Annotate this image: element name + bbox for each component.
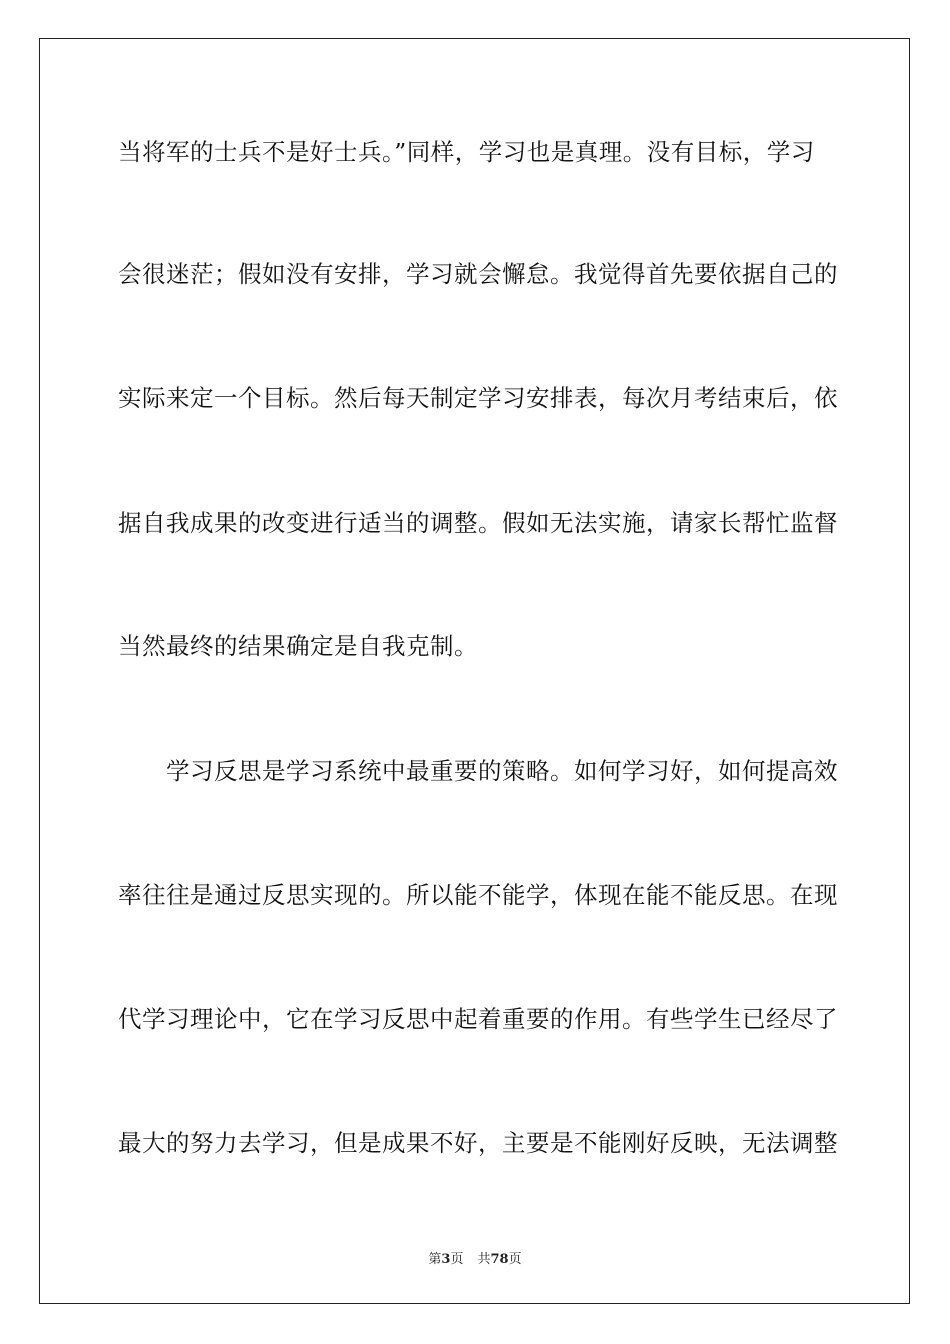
text-line-1: 当将军的士兵不是好士兵。”同样，学习也是真理。没有目标，学习	[118, 138, 815, 166]
total-suffix: 页	[508, 1252, 522, 1267]
page-footer	[0, 1248, 950, 1267]
text-line-6: 学习反思是学习系统中最重要的策略。如何学习好，如何提高效	[118, 757, 838, 785]
text-line-2: 会很迷茫；假如没有安排，学习就会懈怠。我觉得首先要依据自己的	[118, 260, 838, 288]
text-line-8: 代学习理论中，它在学习反思中起着重要的作用。有些学生已经尽了	[118, 1005, 838, 1033]
page-prefix: 第	[428, 1252, 442, 1267]
text-line-4: 据自我成果的改变进行适当的调整。假如无法实施，请家长帮忙监督	[118, 509, 838, 537]
text-line-5: 当然最终的结果确定是自我克制。	[118, 632, 478, 660]
text-line-7: 率往往是通过反思实现的。所以能不能学，体现在能不能反思。在现	[118, 881, 838, 909]
text-line-3: 实际来定一个目标。然后每天制定学习安排表，每次月考结束后，依	[118, 384, 838, 412]
page-suffix: 页	[450, 1252, 464, 1267]
text-line-9: 最大的努力去学习，但是成果不好，主要是不能刚好反映，无法调整	[118, 1129, 838, 1157]
total-pages: 78	[490, 1252, 509, 1267]
page-border	[39, 38, 910, 1304]
page-number: 3	[441, 1252, 451, 1267]
total-prefix: 共	[477, 1252, 491, 1267]
